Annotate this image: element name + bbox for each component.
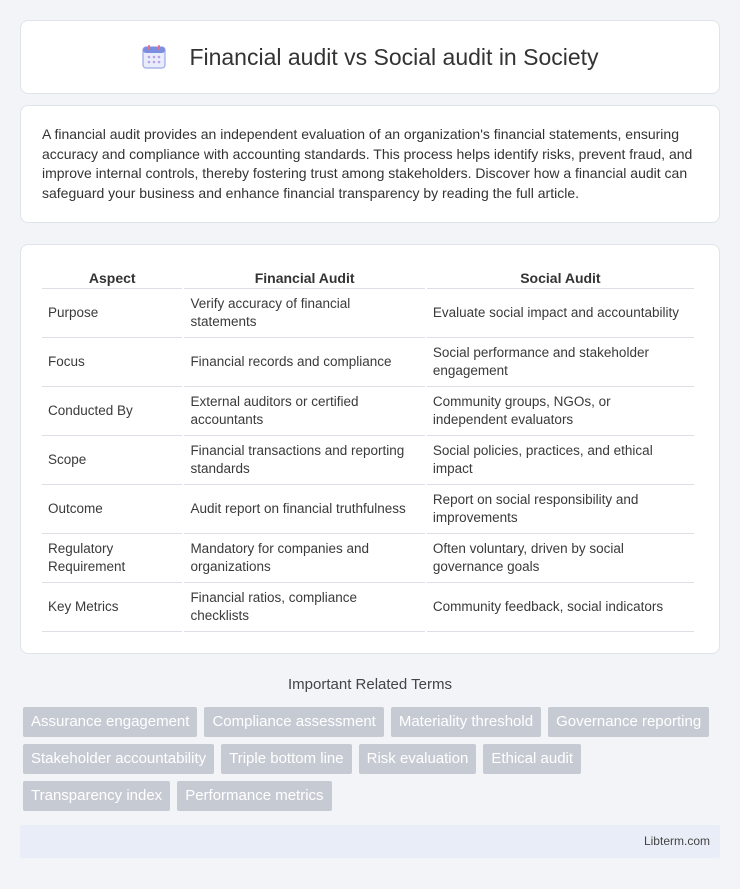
related-terms-list bbox=[23, 707, 723, 811]
cell-social: Often voluntary, driven by social governance goals bbox=[427, 534, 694, 583]
tag-governance-reporting[interactable]: Governance reporting bbox=[548, 707, 709, 737]
tag-triple-bottom-line[interactable]: Triple bottom line bbox=[221, 744, 352, 774]
cell-social: Report on social responsibility and improvements bbox=[427, 485, 694, 534]
cell-aspect: Purpose bbox=[42, 289, 182, 338]
cell-social: Evaluate social impact and accountability bbox=[427, 289, 694, 338]
title-card bbox=[20, 20, 720, 94]
table-row bbox=[42, 583, 694, 632]
cell-financial: Verify accuracy of financial statements bbox=[184, 289, 424, 338]
cell-social: Social performance and stakeholder engagement bbox=[427, 338, 694, 387]
cell-financial: Mandatory for companies and organizations bbox=[184, 534, 424, 583]
tag-transparency-index[interactable]: Transparency index bbox=[23, 781, 170, 811]
tag-risk-evaluation[interactable]: Risk evaluation bbox=[359, 744, 477, 774]
cell-aspect: Key Metrics bbox=[42, 583, 182, 632]
table-row bbox=[42, 436, 694, 485]
comparison-table bbox=[40, 265, 696, 632]
table-row bbox=[42, 338, 694, 387]
footer bbox=[20, 825, 720, 858]
cell-aspect: Scope bbox=[42, 436, 182, 485]
tag-ethical-audit[interactable]: Ethical audit bbox=[483, 744, 581, 774]
table-header-row bbox=[42, 265, 694, 289]
comparison-card bbox=[20, 244, 720, 654]
cell-aspect: Regulatory Requirement bbox=[42, 534, 182, 583]
intro-card bbox=[20, 105, 720, 223]
cell-financial: Audit report on financial truthfulness bbox=[184, 485, 424, 534]
column-header-aspect: Aspect bbox=[42, 265, 182, 289]
cell-aspect: Focus bbox=[42, 338, 182, 387]
table-row bbox=[42, 485, 694, 534]
footer-site-link[interactable]: Libterm.com bbox=[643, 834, 710, 848]
column-header-social-audit: Social Audit bbox=[427, 265, 694, 289]
cell-financial: Financial ratios, compliance checklists bbox=[184, 583, 424, 632]
page-title: Financial audit vs Social audit in Society bbox=[189, 43, 599, 70]
tag-materiality-threshold[interactable]: Materiality threshold bbox=[391, 707, 541, 737]
cell-financial: Financial transactions and reporting standards bbox=[184, 436, 424, 485]
tag-performance-metrics[interactable]: Performance metrics bbox=[177, 781, 331, 811]
intro-text: A financial audit provides an independent evaluation of an organization's financial statements, ensuring accuracy and compliance with accounting standards. This process helps identify risks, prevent fraud, and improve internal controls, thereby fostering trust among stakeholders. Discover how a financial audit can safeguard your business and enhance financial transparency by reading the full article. bbox=[42, 126, 693, 201]
cell-social: Community groups, NGOs, or independent evaluators bbox=[427, 387, 694, 436]
table-row bbox=[42, 534, 694, 583]
cell-financial: Financial records and compliance bbox=[184, 338, 424, 387]
tag-assurance-engagement[interactable]: Assurance engagement bbox=[23, 707, 197, 737]
cell-financial: External auditors or certified accountants bbox=[184, 387, 424, 436]
table-row bbox=[42, 289, 694, 338]
tag-stakeholder-accountability[interactable]: Stakeholder accountability bbox=[23, 744, 214, 774]
table-row bbox=[42, 387, 694, 436]
cell-aspect: Conducted By bbox=[42, 387, 182, 436]
related-terms-title: Important Related Terms bbox=[288, 676, 452, 693]
cell-aspect: Outcome bbox=[42, 485, 182, 534]
column-header-financial-audit: Financial Audit bbox=[184, 265, 424, 289]
cell-social: Community feedback, social indicators bbox=[427, 583, 694, 632]
cell-social: Social policies, practices, and ethical impact bbox=[427, 436, 694, 485]
tag-compliance-assessment[interactable]: Compliance assessment bbox=[204, 707, 383, 737]
calendar-icon bbox=[141, 44, 167, 70]
